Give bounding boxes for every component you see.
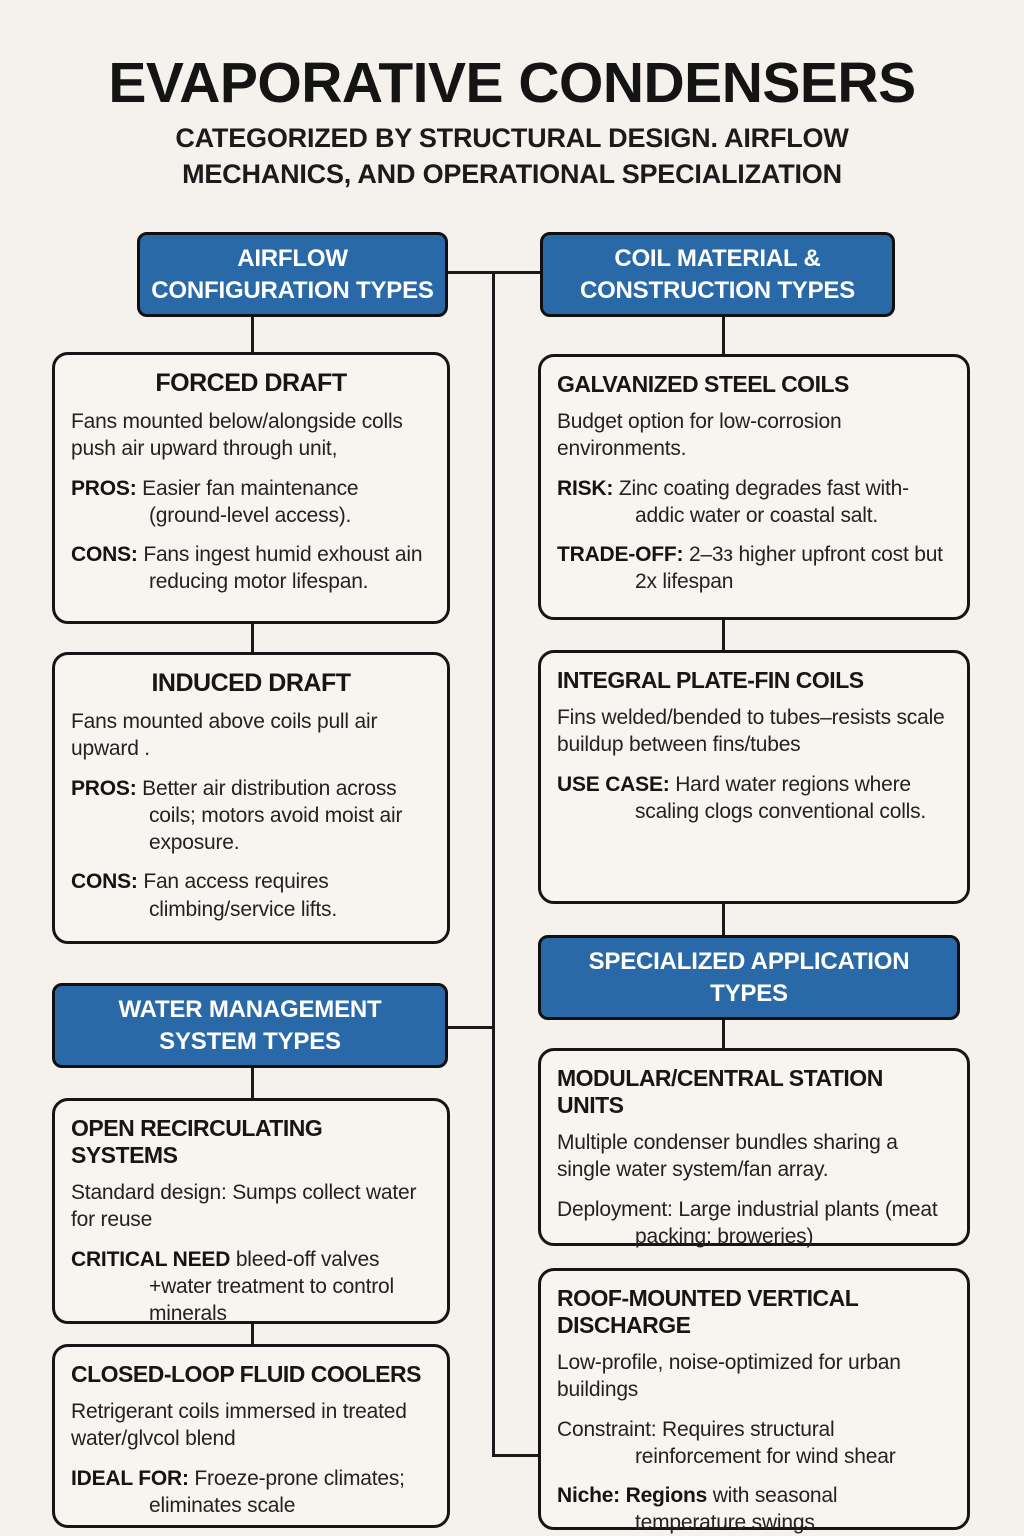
item-text: Froeze-prone climates; eliminates scale	[149, 1466, 405, 1517]
connector-roof-horizontal	[492, 1454, 542, 1457]
connector-water-horizontal	[446, 1026, 494, 1029]
box-intro: Standard design: Sumps collect water for reuse	[71, 1181, 417, 1232]
box-intro: Retrigerant coils immersed in treated water/glvcol blend	[71, 1400, 407, 1451]
item-text: 2–3з higher upfront cost but 2x lifespan	[635, 543, 943, 594]
header-line: TYPES	[710, 979, 788, 1007]
connector-center-trunk	[492, 271, 495, 1457]
header-line: WATER MANAGEMENT	[118, 995, 382, 1023]
item-label: CONS:	[71, 870, 138, 894]
header-line: SPECIALIZED APPLICATION	[588, 947, 910, 975]
item-label: Constraint:	[557, 1417, 657, 1441]
item-text: Fans ingest humid exhoust ain reducing motor lifespan.	[143, 543, 423, 594]
box-galvanized-steel-coils	[538, 354, 970, 620]
page-title: EVAPORATIVE CONDENSERS	[108, 51, 916, 115]
box-item	[557, 1482, 951, 1536]
item-label: RISK:	[557, 476, 614, 500]
box-title: MODULAR/CENTRAL STATION UNITS	[557, 1065, 883, 1118]
connector-coil-galvanized	[722, 317, 725, 356]
box-intro: Budget option for low-corrosion environments.	[557, 410, 842, 461]
connector-specialized-modular	[722, 1018, 725, 1050]
item-text: Better air distribution across coils; motors avoid moist air exposure.	[142, 776, 403, 855]
box-closed-loop-fluid-coolers	[52, 1344, 450, 1528]
box-item	[557, 541, 951, 596]
box-title: GALVANIZED STEEL COILS	[557, 371, 849, 397]
box-intro: Low-profile, noise-optimized for urban buildings	[557, 1351, 901, 1402]
box-item	[71, 1246, 431, 1328]
category-header-specialized	[538, 935, 960, 1020]
item-label: PROS:	[71, 776, 137, 800]
item-label: PROS:	[71, 476, 137, 500]
item-label: IDEAL FOR:	[71, 1466, 189, 1490]
connector-galvanized-platefin	[722, 618, 725, 652]
connector-water-open	[251, 1066, 254, 1100]
category-header-airflow	[137, 232, 448, 317]
page-subtitle	[0, 120, 1024, 193]
box-roof-mounted-vertical-discharge	[538, 1268, 970, 1535]
box-title: CLOSED-LOOP FLUID COOLERS	[71, 1361, 421, 1387]
item-text: Requires structural reinforcement for wind shear	[635, 1417, 896, 1468]
box-title: ROOF-MOUNTED VERTICAL DISCHARGE	[557, 1285, 858, 1338]
box-item	[557, 475, 951, 530]
box-forced-draft	[52, 352, 450, 624]
header-line: CONSTRUCTION TYPES	[579, 276, 856, 304]
item-label: TRADE-OFF:	[557, 543, 684, 567]
box-item	[71, 475, 431, 530]
subtitle-line-1: CATEGORIZED BY STRUCTURAL DESIGN. AIRFLOW	[175, 123, 849, 153]
item-label: USE CASE:	[557, 772, 670, 796]
box-intro: Fans mounted above coils pull air upward .	[71, 710, 378, 761]
connector-forced-induced	[251, 622, 254, 654]
box-item	[71, 868, 431, 923]
item-text: Easier fan maintenance (ground-level access).	[142, 476, 359, 527]
item-label: CRITICAL NEED	[71, 1247, 231, 1271]
header-line: COIL MATERIAL &	[614, 244, 821, 272]
box-modular-central-station-units	[538, 1048, 970, 1246]
box-title: INDUCED DRAFT	[151, 669, 351, 697]
item-label: Niche: Regions	[557, 1484, 708, 1508]
box-title: FORCED DRAFT	[155, 369, 347, 397]
box-title: OPEN RECIRCULATING SYSTEMS	[71, 1115, 323, 1168]
item-label: CONS:	[71, 543, 138, 567]
subtitle-line-2: MECHANICS, AND OPERATIONAL SPECIALIZATION	[182, 159, 842, 190]
box-open-recirculating-systems	[52, 1098, 450, 1324]
connector-airflow-forced	[251, 317, 254, 354]
category-header-coil	[540, 232, 895, 317]
box-item	[557, 1196, 951, 1251]
header-line: SYSTEM TYPES	[159, 1027, 341, 1055]
box-item	[557, 1416, 951, 1471]
box-induced-draft	[52, 652, 450, 944]
item-text: Zinc coating degrades fast with-addic water or coastal salt.	[618, 476, 909, 527]
item-text: bleed-off valves +water treatment to control minerals	[149, 1247, 394, 1326]
connector-platefin-specialized	[722, 902, 725, 937]
box-item	[557, 771, 951, 826]
box-intro: Fins welded/bended to tubes–resists scale buildup between fins/tubes	[557, 706, 945, 757]
box-intro: Fans mounted below/alongside colls push air upward through unit,	[71, 410, 403, 461]
box-item	[71, 1465, 431, 1520]
box-integral-plate-fin-coils	[538, 650, 970, 904]
box-item	[71, 541, 431, 596]
header-line: AIRFLOW	[237, 244, 348, 272]
item-text: Large industrial plants (meat packing; broweries)	[635, 1197, 938, 1248]
category-header-water	[52, 983, 448, 1068]
item-label: Deployment:	[557, 1197, 673, 1221]
item-text: Hard water regions where scaling clogs conventional colls.	[635, 772, 927, 823]
item-text: with seasonal temperature swings	[635, 1484, 838, 1535]
box-title: INTEGRAL PLATE-FIN COILS	[557, 667, 864, 693]
header-line: CONFIGURATION TYPES	[151, 276, 434, 304]
box-item	[71, 775, 431, 857]
item-text: Fan access requires climbing/service lifts.	[143, 870, 337, 921]
box-intro: Multiple condenser bundles sharing a single water system/fan array.	[557, 1131, 898, 1182]
